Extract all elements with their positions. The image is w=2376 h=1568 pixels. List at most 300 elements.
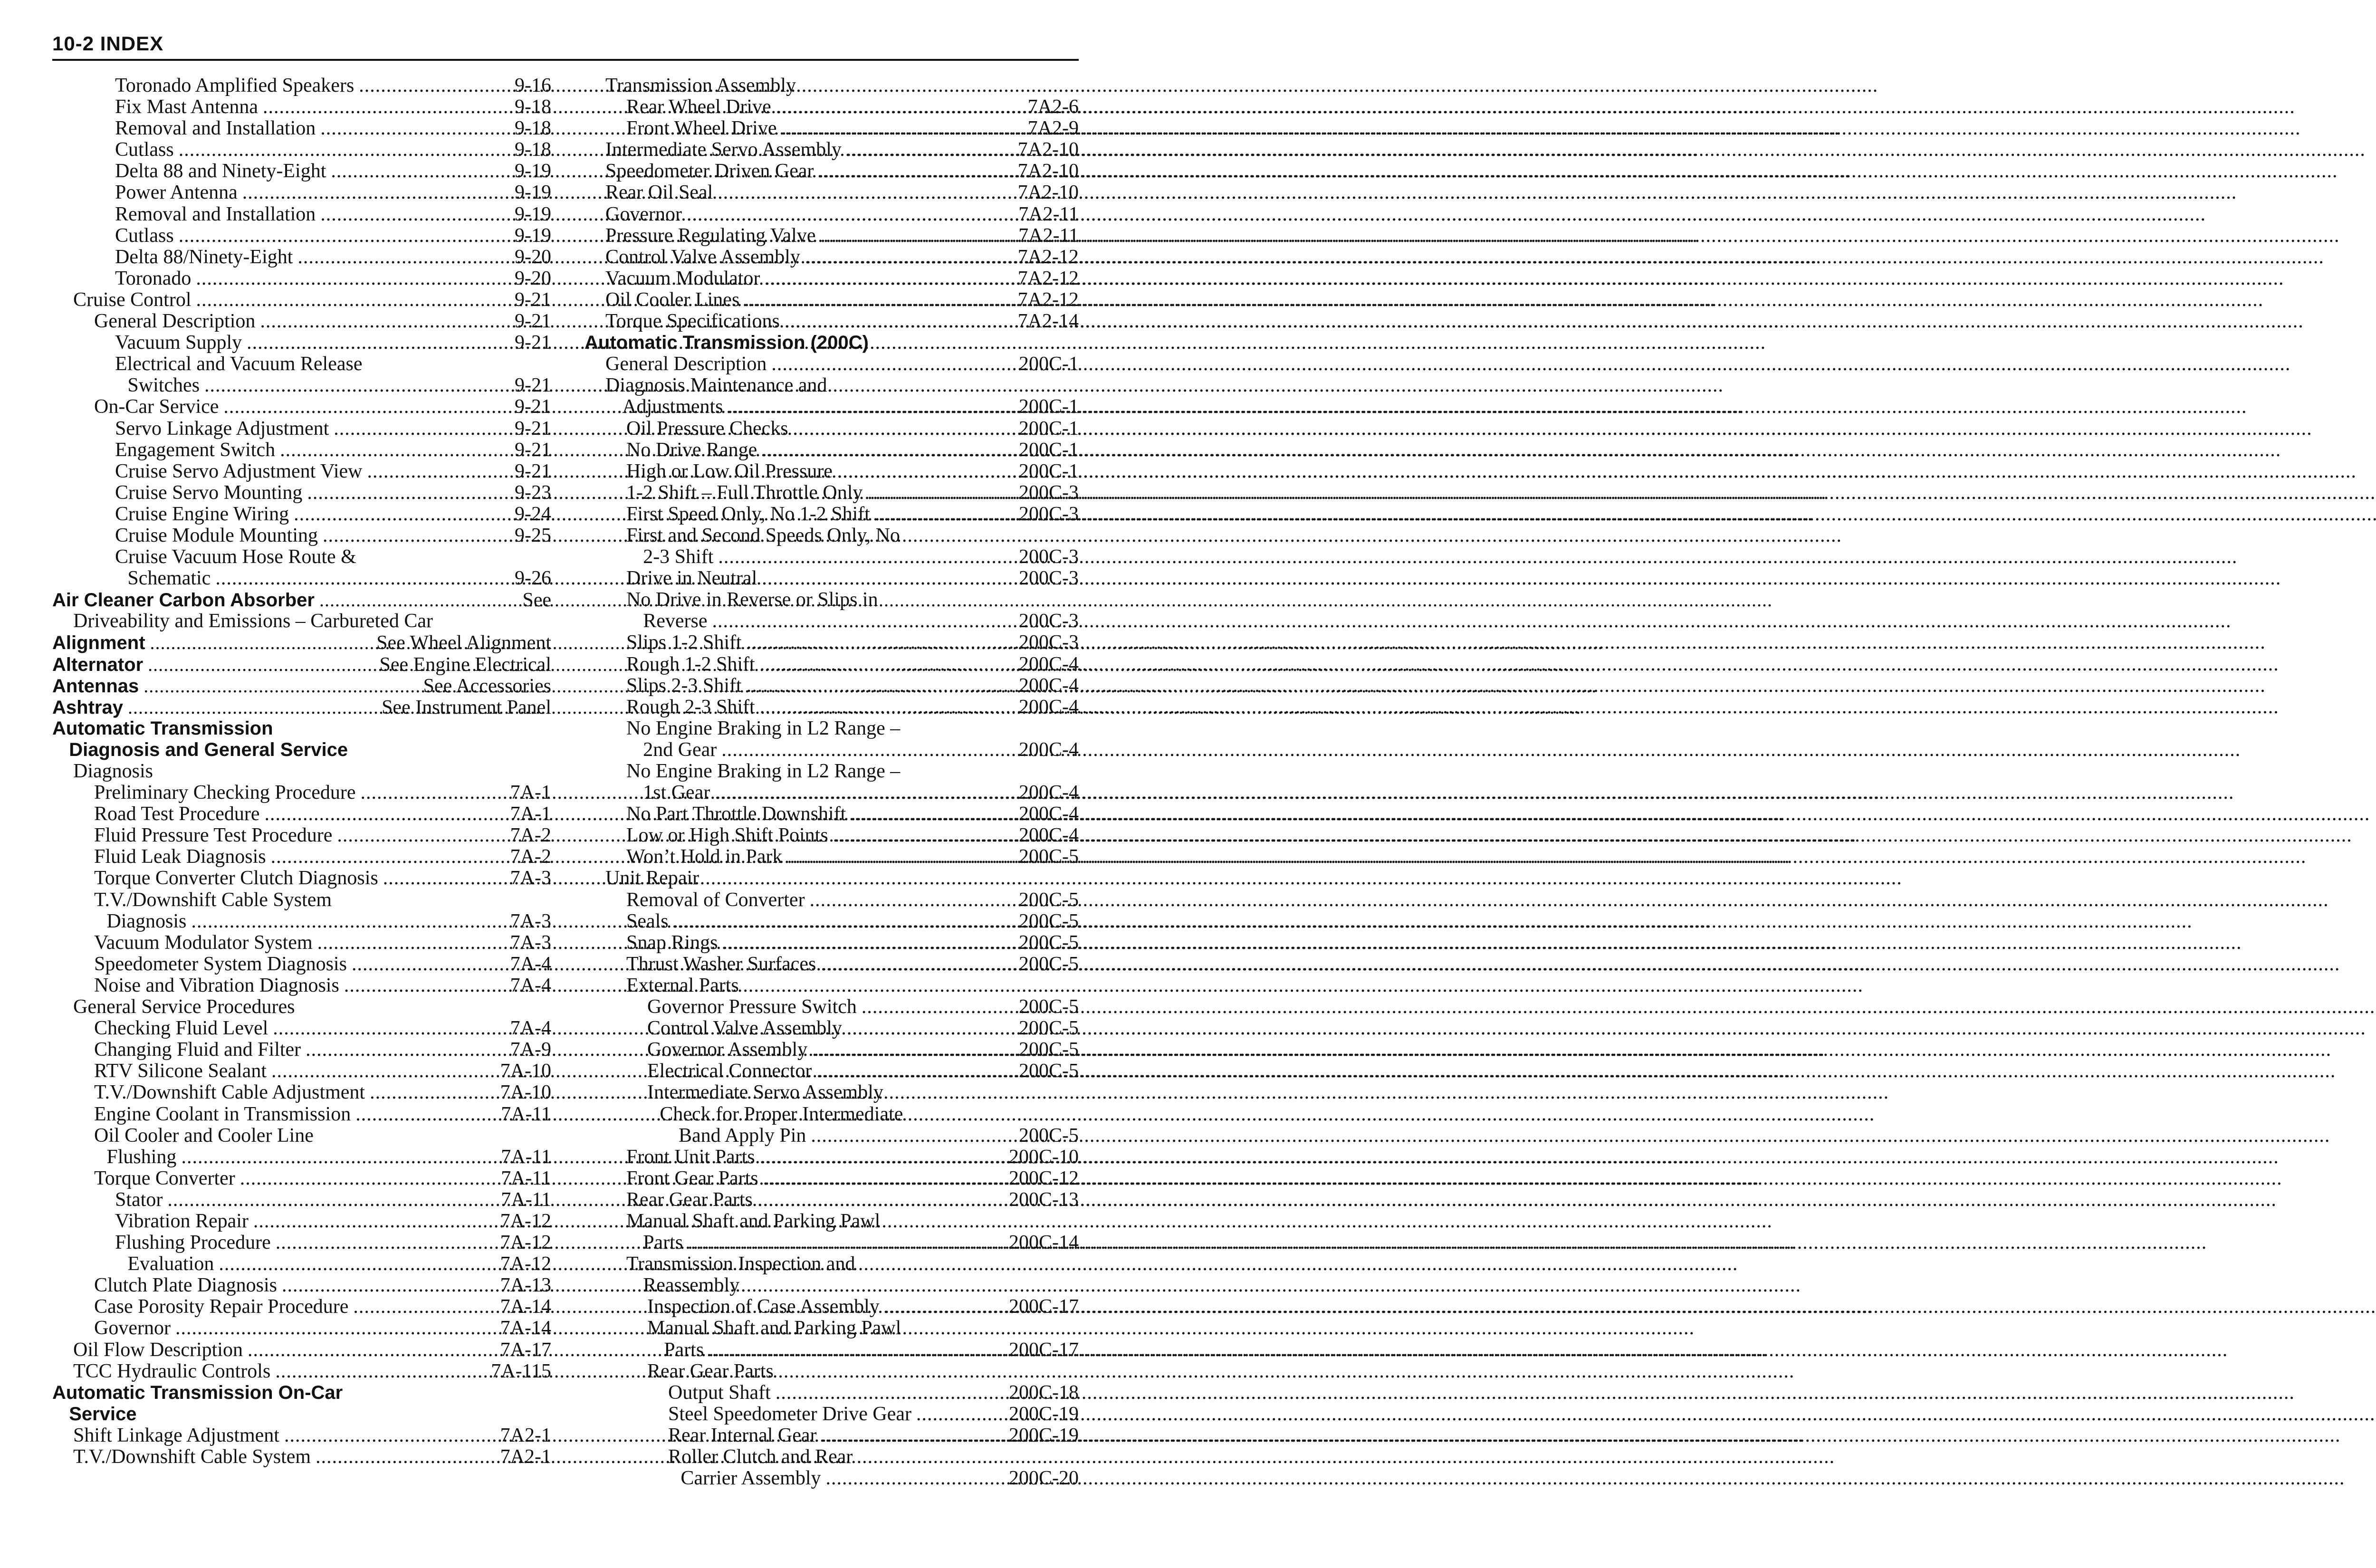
entry-text: Governor (605, 203, 682, 225)
entry-text: Engine Coolant in Transmission (94, 1103, 351, 1125)
entry-text: Evaluation (127, 1253, 214, 1275)
entry-text: Changing Fluid and Filter (94, 1039, 301, 1061)
index-entry (52, 1211, 551, 1232)
dot-leader (179, 225, 510, 247)
entry-page-ref: 7A2-1 (500, 1424, 551, 1446)
entry-text: Intermediate Servo Assembly (647, 1081, 883, 1104)
index-entry (584, 975, 1079, 996)
index-entry (52, 889, 551, 911)
dot-leader (851, 803, 1014, 825)
entry-page-ref: 7A-3 (510, 867, 551, 889)
entry-text: Stator (115, 1188, 163, 1211)
index-entry (584, 846, 1079, 868)
index-entry (584, 911, 1079, 932)
entry-text: Roller Clutch and Rear (668, 1446, 853, 1468)
index-heading (52, 675, 551, 697)
index-entry (584, 440, 1079, 461)
index-heading (52, 654, 551, 675)
index-entry (584, 1318, 1079, 1339)
dot-leader (275, 1361, 486, 1382)
dot-leader (846, 139, 1013, 161)
entry-text: Vacuum Modulator (605, 267, 760, 289)
entry-text: Fluid Leak Diagnosis (94, 846, 266, 868)
index-entry (52, 1168, 551, 1189)
dot-leader (219, 1253, 495, 1275)
dot-leader (344, 975, 506, 996)
entry-page-ref: 9-21 (515, 460, 551, 482)
entry-page-ref: 200C-3 (1019, 546, 1079, 568)
index-entry (584, 1211, 1079, 1232)
entry-text: Air Cleaner Carbon Absorber (52, 590, 315, 611)
entry-text: Intermediate Servo Assembly (605, 139, 842, 161)
entry-text: Thrust Washer Surfaces (626, 953, 816, 975)
entry-page-ref: 200C-5 (1019, 910, 1079, 932)
entry-page-ref: 7A2-9 (1027, 117, 1079, 140)
dot-leader (884, 1296, 1004, 1318)
index-entry (584, 889, 1079, 911)
entry-text: Seals (626, 910, 669, 932)
entry-text: Control Valve Assembly (605, 246, 800, 268)
entry-text: Servo Linkage Adjustment (115, 417, 329, 440)
dot-leader (265, 803, 506, 825)
dot-leader (862, 996, 1014, 1018)
entry-text: Snap Rings (626, 931, 718, 954)
entry-text: 1-2 Shift – Full Throttle Only (626, 481, 863, 504)
entry-page-ref: 200C-1 (1019, 439, 1079, 461)
index-entry (584, 675, 1079, 697)
entry-text: Torque Converter Clutch Diagnosis (94, 867, 378, 889)
entry-page-ref: 7A-11 (501, 1188, 551, 1211)
index-entry (52, 1275, 551, 1296)
entry-text: 2-3 Shift (643, 546, 714, 568)
entry-text: Automatic Transmission (200C) (584, 332, 869, 354)
entry-page-ref: 9-18 (515, 139, 551, 161)
index-entry (584, 1189, 1079, 1211)
index-entry (584, 118, 1079, 139)
entry-text: Electrical Connector (647, 1060, 812, 1082)
dot-leader (818, 161, 1013, 182)
index-entry (584, 632, 1079, 653)
dot-leader (175, 1318, 496, 1339)
entry-text: Cruise Servo Mounting (115, 481, 303, 504)
entry-text: Removal and Installation (115, 203, 316, 225)
index-entry (584, 525, 1079, 546)
entry-text: Cruise Control (73, 288, 192, 311)
index-entry (584, 868, 1079, 889)
entry-text: Service (69, 1403, 137, 1425)
index-entry (584, 1296, 1079, 1318)
entry-page-ref: 7A2-12 (1017, 246, 1079, 268)
index-heading (52, 1382, 551, 1404)
entry-text: Cruise Module Mounting (115, 524, 318, 546)
entry-text: Clutch Plate Diagnosis (94, 1274, 277, 1297)
dot-leader (728, 396, 1014, 418)
entry-page-ref: 7A2-1 (500, 1446, 551, 1468)
dot-leader (721, 739, 1014, 761)
index-entry (52, 268, 551, 289)
entry-text: Rough 2-3 Shift (626, 696, 755, 718)
dot-leader (805, 247, 1013, 268)
dot-leader (718, 546, 1014, 568)
index-entry (584, 1147, 1079, 1168)
index-entry (584, 954, 1079, 975)
dot-leader (191, 911, 505, 932)
entry-text: No Engine Braking in L2 Range – (626, 717, 901, 739)
index-entry (52, 96, 551, 118)
dot-leader (320, 204, 510, 225)
entry-text: Steel Speedometer Drive Gear (668, 1403, 911, 1425)
index-entry (52, 825, 551, 846)
entry-page-ref: 200C-4 (1019, 738, 1079, 761)
entry-text: Alternator (52, 654, 144, 675)
entry-text: T.V./Downshift Cable System (94, 889, 332, 911)
entry-page-ref: 200C-3 (1019, 503, 1079, 525)
index-entry (584, 1382, 1079, 1404)
dot-leader (204, 375, 510, 396)
entry-text: Power Antenna (115, 182, 238, 204)
entry-page-ref: 200C-5 (1019, 996, 1079, 1018)
dot-leader (361, 782, 506, 803)
entry-page-ref: 200C-5 (1019, 1124, 1079, 1147)
entry-text: Oil Pressure Checks (626, 417, 788, 440)
entry-page-ref: 200C-1 (1019, 353, 1079, 375)
index-entry (52, 354, 551, 375)
dot-leader (383, 868, 506, 889)
index-entry (584, 1061, 1079, 1082)
dot-leader (760, 697, 1014, 718)
entry-page-ref: 9-16 (515, 75, 551, 96)
dot-leader (712, 611, 1014, 632)
dot-leader (867, 482, 1014, 504)
entry-text: Drive in Neutral (626, 567, 757, 590)
index-entry (52, 461, 551, 482)
entry-page-ref: 200C-4 (1019, 803, 1079, 825)
entry-page-ref: 7A-14 (500, 1317, 551, 1339)
index-entry (52, 139, 551, 161)
entry-text: On-Car Service (94, 396, 219, 418)
index-entry (52, 1039, 551, 1061)
entry-page-ref: 7A-17 (500, 1339, 551, 1361)
index-entry (584, 697, 1079, 718)
entry-page-ref: 7A-10 (500, 1060, 551, 1082)
entry-text: Rear Internal Gear (668, 1424, 817, 1446)
entry-text: Control Valve Assembly (647, 1017, 842, 1040)
dot-leader (196, 289, 510, 311)
entry-text: Vibration Repair (115, 1210, 249, 1232)
index-entry (584, 247, 1079, 268)
entry-text: Slips 1-2 Shift (626, 631, 742, 654)
entry-text: Inspection of Case Assembly (647, 1296, 880, 1318)
dot-leader (875, 504, 1014, 525)
entry-page-ref: 7A-13 (500, 1274, 551, 1297)
entry-text: Low or High Shift Points (626, 824, 828, 847)
index-heading (52, 632, 551, 653)
index-entry (52, 782, 551, 803)
entry-page-ref: 7A-11 (501, 1146, 551, 1168)
dot-leader (688, 1232, 1004, 1253)
entry-text: Reassembly (643, 1274, 740, 1297)
dot-leader (709, 1339, 1004, 1361)
entry-text: Reverse (643, 610, 708, 632)
entry-text: Diagnosis and General Service (69, 739, 348, 760)
dot-leader (271, 846, 506, 868)
dot-leader (144, 675, 418, 697)
entry-page-ref: See (522, 589, 551, 612)
entry-text: Switches (127, 374, 200, 397)
entry-text: Rear Gear Parts (647, 1360, 774, 1382)
entry-text: Cutlass (115, 139, 174, 161)
index-entry (584, 761, 1079, 782)
index-entry (52, 418, 551, 440)
dot-leader (284, 1425, 496, 1446)
index-entry (584, 996, 1079, 1018)
dot-leader (723, 932, 1014, 954)
entry-page-ref: 7A2-10 (1017, 139, 1079, 161)
dot-leader (810, 889, 1014, 911)
entry-page-ref: 7A2-11 (1018, 203, 1079, 225)
index-entry (584, 568, 1079, 589)
dot-leader (359, 75, 510, 96)
index-entry (584, 932, 1079, 954)
index-entry (584, 1039, 1079, 1061)
entry-text: Pressure Regulating Valve (605, 224, 816, 247)
dot-leader (370, 1082, 496, 1103)
entry-page-ref: 9-21 (515, 396, 551, 418)
entry-page-ref: 200C-14 (1009, 1232, 1079, 1254)
entry-text: Oil Cooler Lines (605, 288, 740, 311)
index-entry (584, 589, 1079, 611)
entry-page-ref: 7A-10 (500, 1081, 551, 1104)
entry-page-ref: 9-25 (515, 524, 551, 546)
index-heading (584, 332, 1079, 354)
entry-text: Delta 88/Ninety-Eight (115, 246, 293, 268)
dot-leader (757, 1189, 1004, 1211)
dot-leader (821, 954, 1014, 975)
entry-text: Vacuum Supply (115, 332, 242, 354)
index-entry (52, 1253, 551, 1275)
index-entry (584, 75, 1079, 96)
entry-page-ref: 200C-5 (1019, 846, 1079, 868)
dot-leader (760, 654, 1014, 675)
index-entry (52, 482, 551, 504)
entry-text: Alignment (52, 632, 145, 654)
dot-leader (811, 1125, 1014, 1147)
entry-text: 1st Gear (643, 782, 710, 804)
dot-leader (294, 504, 510, 525)
entry-text: Transmission Inspection and (626, 1253, 855, 1275)
entry-text: Automatic Transmission On-Car (52, 1382, 343, 1403)
entry-text: No Drive in Reverse or Slips in (626, 589, 878, 611)
index-entry (52, 161, 551, 182)
entry-page-ref: 200C-3 (1019, 567, 1079, 590)
entry-text: Preliminary Checking Procedure (94, 782, 356, 804)
entry-page-ref: 7A-14 (500, 1296, 551, 1318)
entry-page-ref: 9-19 (515, 203, 551, 225)
dot-leader (826, 1468, 1005, 1489)
entry-text: Adjustments (622, 396, 723, 418)
dot-leader (282, 1275, 496, 1296)
index-entry (52, 525, 551, 546)
dot-leader (181, 1147, 496, 1168)
entry-page-ref: See Accessories (423, 675, 551, 697)
entry-page-ref: 200C-20 (1009, 1467, 1079, 1490)
index-entry (584, 418, 1079, 440)
dot-leader (765, 268, 1013, 289)
index-entry (52, 1125, 551, 1147)
entry-text: Diagnosis Maintenance and (605, 374, 827, 397)
dot-leader (273, 1018, 505, 1039)
index-entry (584, 1361, 1079, 1382)
dot-leader (916, 1404, 1004, 1425)
index-entry (52, 932, 551, 954)
index-entry (52, 332, 551, 354)
index-entry (52, 911, 551, 932)
dot-leader (150, 632, 372, 653)
index-heading (52, 1404, 551, 1425)
entry-page-ref: 7A-3 (510, 910, 551, 932)
index-entry (584, 546, 1079, 568)
entry-text: Governor Pressure Switch (647, 996, 857, 1018)
entry-text: Removal of Converter (626, 889, 805, 911)
dot-leader (307, 482, 510, 504)
entry-page-ref: 200C-3 (1019, 481, 1079, 504)
index-entry (584, 1125, 1079, 1147)
dot-leader (334, 418, 510, 440)
entry-page-ref: 200C-17 (1009, 1339, 1079, 1361)
entry-text: First Speed Only, No 1-2 Shift (626, 503, 870, 525)
index-entry (52, 996, 551, 1018)
entry-text: T.V./Downshift Cable Adjustment (94, 1081, 365, 1104)
entry-page-ref: 200C-4 (1019, 653, 1079, 675)
entry-page-ref: 200C-5 (1019, 931, 1079, 954)
index-entry (52, 118, 551, 139)
index-entry (52, 247, 551, 268)
index-entry (584, 396, 1079, 418)
dot-leader (323, 525, 510, 546)
entry-text: Fix Mast Antenna (115, 96, 258, 118)
entry-page-ref: 200C-5 (1019, 953, 1079, 975)
entry-text: Shift Linkage Adjustment (73, 1424, 279, 1446)
index-entry (584, 1018, 1079, 1039)
entry-text: Schematic (127, 567, 211, 590)
dot-leader (687, 204, 1014, 225)
index-entry (52, 75, 551, 96)
entry-page-ref: 200C-3 (1019, 610, 1079, 632)
entry-page-ref: 9-19 (515, 160, 551, 182)
dot-leader (812, 1039, 1014, 1061)
index-entry (584, 1404, 1079, 1425)
dot-leader (715, 782, 1014, 803)
entry-page-ref: 200C-4 (1019, 674, 1079, 697)
entry-text: Torque Converter (94, 1167, 235, 1189)
entry-page-ref: 7A-9 (510, 1039, 551, 1061)
entry-text: Transmission Assembly (605, 75, 796, 96)
entry-text: RTV Silicone Sealant (94, 1060, 267, 1082)
dot-leader (128, 697, 377, 718)
entry-page-ref: 7A-2 (510, 846, 551, 868)
entry-text: Toronado (115, 267, 192, 289)
entry-page-ref: 200C-1 (1019, 396, 1079, 418)
entry-page-ref: 9-21 (515, 310, 551, 333)
dot-leader (253, 1211, 496, 1232)
index-entry (584, 1275, 1079, 1296)
dot-leader (744, 289, 1013, 311)
index-entry (52, 1232, 551, 1253)
index-entry (52, 289, 551, 311)
entry-page-ref: 9-20 (515, 267, 551, 289)
entry-text: Manual Shaft and Parking Pawl (626, 1210, 881, 1232)
entry-page-ref: 200C-18 (1009, 1381, 1079, 1404)
index-entry (52, 1147, 551, 1168)
entry-text: No Drive Range (626, 439, 757, 461)
index-entry (52, 311, 551, 332)
entry-page-ref: 7A2-6 (1027, 96, 1079, 118)
index-entry (584, 139, 1079, 161)
entry-text: Flushing (106, 1146, 177, 1168)
entry-text: Removal and Installation (115, 117, 316, 140)
entry-text: Front Gear Parts (626, 1167, 758, 1189)
entry-text: Ashtray (52, 697, 123, 718)
dot-leader (781, 118, 1023, 139)
entry-text: Cutlass (115, 224, 174, 247)
dot-leader (747, 675, 1014, 697)
dot-leader (215, 568, 510, 589)
dot-leader (837, 461, 1014, 482)
entry-text: Cruise Servo Adjustment View (115, 460, 363, 482)
index-entry (52, 954, 551, 975)
entry-page-ref: 7A2-14 (1017, 310, 1079, 333)
dot-leader (280, 440, 510, 461)
entry-page-ref: 200C-12 (1009, 1167, 1079, 1189)
entry-page-ref: 7A-1 (510, 803, 551, 825)
entry-text: Rear Oil Seal (605, 182, 713, 204)
entry-text: Parts (643, 1232, 683, 1254)
entry-text: Oil Cooler and Cooler Line (94, 1124, 314, 1147)
entry-text: Manual Shaft and Parking Pawl (647, 1317, 901, 1339)
entry-page-ref: 200C-4 (1019, 696, 1079, 718)
entry-page-ref: 7A-11 (501, 1167, 551, 1189)
dot-leader (306, 1039, 506, 1061)
dot-leader (673, 911, 1014, 932)
entry-text: Unit Repair (605, 867, 699, 889)
index-entry (584, 96, 1079, 118)
entry-text: High or Low Oil Pressure (626, 460, 833, 482)
entry-page-ref: 9-21 (515, 374, 551, 397)
dot-leader (816, 1061, 1014, 1082)
dot-leader (319, 589, 517, 611)
entry-page-ref: 9-21 (515, 417, 551, 440)
entry-text: Engagement Switch (115, 439, 276, 461)
entry-text: Noise and Vibration Diagnosis (94, 974, 339, 996)
index-entry (52, 1425, 551, 1446)
index-entry (52, 440, 551, 461)
entry-page-ref: 200C-19 (1009, 1424, 1079, 1446)
index-entry (584, 375, 1079, 396)
dot-leader (337, 825, 505, 846)
entry-page-ref: 200C-4 (1019, 782, 1079, 804)
entry-page-ref: 7A-3 (510, 931, 551, 954)
entry-page-ref: 7A2-10 (1017, 182, 1079, 204)
index-entry (52, 546, 551, 568)
dot-leader (317, 932, 506, 954)
entry-text: General Description (94, 310, 256, 333)
dot-leader (820, 225, 1014, 247)
entry-text: T.V./Downshift Cable System (73, 1446, 311, 1468)
entry-text: Diagnosis (106, 910, 187, 932)
dot-leader (785, 311, 1013, 332)
entry-page-ref: 7A-4 (510, 1017, 551, 1040)
dot-leader (833, 825, 1014, 846)
